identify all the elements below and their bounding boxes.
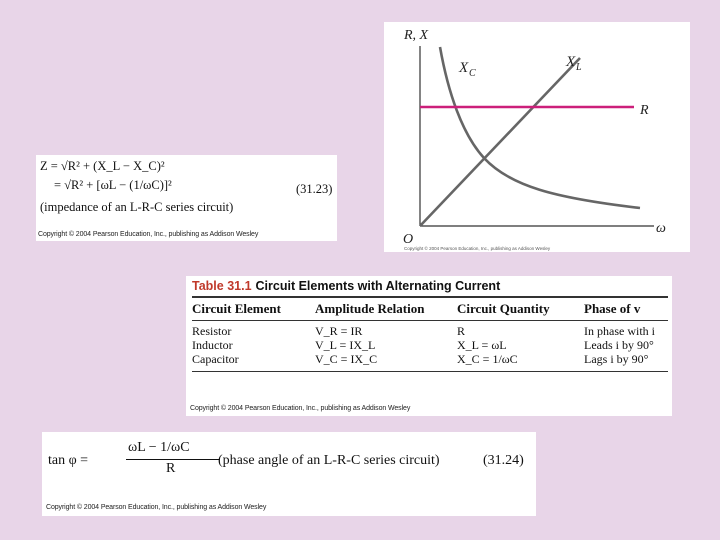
phase-equation-denominator: R bbox=[166, 461, 176, 476]
origin-label: O bbox=[403, 232, 414, 247]
table-cell: Resistor bbox=[192, 324, 232, 338]
table-cell: V_C = IX_C bbox=[315, 352, 378, 366]
reactance-graph-panel bbox=[384, 22, 690, 252]
fraction-bar bbox=[126, 459, 220, 460]
table-cell: V_L = IX_L bbox=[315, 338, 376, 352]
table-cell: Lags i by 90° bbox=[584, 352, 649, 366]
table-31-1-panel bbox=[186, 276, 672, 416]
table-cell: In phase with i bbox=[584, 324, 655, 338]
impedance-equation-panel bbox=[36, 155, 337, 241]
svg-text:X: X bbox=[566, 54, 576, 70]
table-cell: Capacitor bbox=[192, 352, 239, 366]
table-title-text: Circuit Elements with Alternating Current bbox=[255, 279, 501, 293]
table-cell: X_L = ωL bbox=[457, 338, 507, 352]
table-bottom-rule bbox=[192, 371, 668, 372]
impedance-equation-line-2: = √R² + [ωL − (1/ωC)]² bbox=[54, 178, 172, 192]
phase-copyright: Copyright © 2004 Pearson Education, Inc., publishing as Addison Wesley bbox=[46, 504, 267, 511]
table-header-amplitude: Amplitude Relation bbox=[315, 301, 425, 316]
y-axis-label: R, X bbox=[404, 28, 429, 43]
svg-text:C: C bbox=[469, 68, 476, 79]
impedance-copyright: Copyright © 2004 Pearson Education, Inc., publishing as Addison Wesley bbox=[38, 231, 259, 238]
table-header-phase: Phase of v bbox=[584, 301, 641, 316]
impedance-equation-line-1: Z = √R² + (X_L − X_C)² bbox=[40, 159, 165, 173]
table-top-rule bbox=[192, 296, 668, 298]
x-axis-label: ω bbox=[656, 221, 666, 236]
table-title bbox=[192, 279, 500, 293]
table-header-quantity: Circuit Quantity bbox=[457, 301, 550, 316]
table-cell: Inductor bbox=[192, 338, 233, 352]
table-number: Table 31.1 bbox=[192, 279, 252, 293]
phase-angle-equation-panel bbox=[42, 432, 536, 516]
reactance-graph bbox=[384, 22, 690, 252]
xl-line bbox=[420, 58, 580, 226]
svg-text:X: X bbox=[459, 60, 469, 76]
r-label: R bbox=[640, 103, 649, 118]
svg-text:L: L bbox=[576, 62, 582, 73]
table-copyright: Copyright © 2004 Pearson Education, Inc., publishing as Addison Wesley bbox=[190, 405, 411, 412]
table-cell: V_R = IR bbox=[315, 324, 363, 338]
phase-equation-numerator: ωL − 1/ωC bbox=[128, 440, 190, 455]
phase-equation-caption: (phase angle of an L-R-C series circuit) bbox=[218, 453, 440, 468]
phase-equation-lhs: tan φ = bbox=[48, 453, 89, 468]
table-cell: R bbox=[457, 324, 466, 338]
phase-equation-number: (31.24) bbox=[483, 453, 524, 468]
impedance-equation-caption: (impedance of an L-R-C series circuit) bbox=[40, 200, 234, 214]
table-header-rule bbox=[192, 320, 668, 321]
table-header-element: Circuit Element bbox=[192, 301, 281, 316]
xc-label bbox=[458, 60, 476, 79]
table-cell: X_C = 1/ωC bbox=[457, 352, 518, 366]
graph-copyright: Copyright © 2004 Pearson Education, Inc., publishing as Addison Wesley bbox=[404, 246, 551, 251]
table-cell: Leads i by 90° bbox=[584, 338, 654, 352]
impedance-equation-number: (31.23) bbox=[296, 182, 333, 196]
